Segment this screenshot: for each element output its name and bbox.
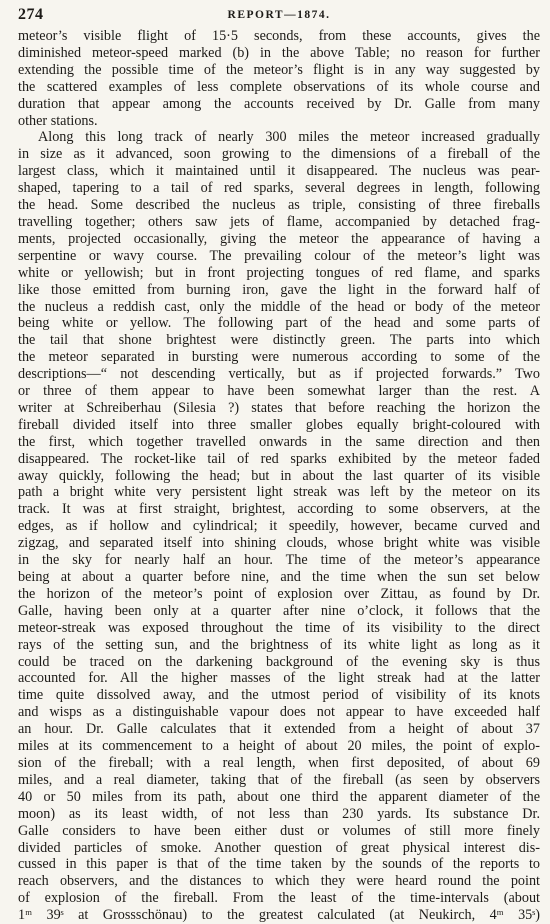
text-line: extending the possible time of the meteor’s flight is in any way suggested by (18, 61, 540, 78)
text-line: duration that appear among the accounts received by Dr. Galle from many (18, 95, 540, 112)
text-line: divided particles of smoke. Another question of great physical interest dis- (18, 839, 540, 856)
text-line: the first, which together travelled onwards in the same direction and then (18, 433, 540, 450)
text-line: writer at Schreiberhau (Silesia ?) states that before reaching the horizon the (18, 399, 540, 416)
text-line: or three of them appear to have been somewhat larger than the rest. A (18, 383, 540, 400)
text-line: moon) as its least width, of not less than 230 yards. Its substance Dr. (18, 805, 540, 822)
text-line: the tail that shone brightest were distinctly green. The parts into which (18, 332, 540, 349)
text-line: accounted for. All the higher masses of the light streak had at the latter (18, 670, 540, 687)
text-line: the horizon of the meteor’s point of explosion over Zittau, as found by Dr. (18, 585, 540, 602)
text-line: shaped, tapering to a tail of red sparks, several degrees in length, following (18, 180, 540, 197)
text-line: Galle, having been only at a quarter after nine o’clock, it follows that the (18, 602, 540, 619)
text-line: Galle considers to have been either dust or volumes of still more finely (18, 822, 540, 839)
text-line: 40 or 50 miles from its path, about one third the apparent diameter of the (18, 788, 540, 805)
text-line: miles, and a real diameter, taking that of the fireball (as seen by observers (18, 771, 540, 788)
text-line: serpentine or wavy course. The prevailing colour of the meteor’s light was (18, 247, 540, 264)
text-line: Along this long track of nearly 300 miles the meteor increased gradually (38, 129, 540, 146)
text-line: rays of the setting sun, and the brightness of its white light as long as it (18, 636, 540, 653)
text-line: the scattered examples of less complete observations of its whole course and (18, 78, 540, 95)
paragraph-1 (18, 28, 540, 129)
text-line: meteor’s visible flight of 15·5 seconds, from these accounts, gives the (18, 28, 540, 44)
text-line: ments, projected occasionally, giving the meteor the appearance of having a (18, 230, 540, 247)
text-line: fireball divided itself into three smaller globes equally bright-coloured with (18, 416, 540, 433)
text-line: sion of the fireball; with a real length, when first deposited, of about 69 (18, 754, 540, 771)
text-line: the nucleus a reddish cast, only the middle of the head or body of the meteor (18, 298, 540, 315)
text-line: zigzag, and separated itself into shining clouds, whose bright white was visible (18, 535, 540, 552)
text-line: in size as it advanced, soon growing to the dimensions of a fireball of the (18, 146, 540, 163)
page-header (18, 6, 540, 28)
text-line: like those emitted from burning iron, gave the light in the forward half of (18, 281, 540, 298)
body-text (18, 28, 540, 924)
text-line: white or yellowish; but in front projecting tongues of red flame, and sparks (18, 264, 540, 281)
text-line: being at about a quarter before nine, and the time when the sun set below (18, 569, 540, 585)
text-line: being white or yellow. The following part of the head and some parts of (18, 315, 540, 332)
text-line: descriptions—“ not descending vertically, but as if projected forwards.” Two (18, 366, 540, 383)
text-line: an hour. Dr. Galle calculates that it extended from a height of about 37 (18, 721, 540, 738)
text-line: miles at its commencement to a height of about 20 miles, the point of explo- (18, 738, 540, 755)
text-line: could be traced on the darkening background of the evening sky is thus (18, 653, 540, 670)
text-line: time quite dissolved away, and the utmost period of visibility of its knots (18, 687, 540, 704)
text-line: of explosion of the fireball. From the least of the time-intervals (about (18, 890, 540, 907)
text-line: reach observers, and the distances to which they were heard round the point (18, 873, 540, 890)
page-number: 274 (18, 6, 44, 23)
text-line: in the sky for nearly half an hour. The time of the meteor’s appearance (18, 552, 540, 569)
text-line: path a bright white very persistent light streak was left by the meteor on its (18, 484, 540, 501)
text-line: the head. Some described the nucleus as triple, consisting of three fireballs (18, 197, 540, 214)
text-line: other stations. (18, 112, 98, 129)
text-line: edges, as if hollow and cylindrical; it speedily, however, became curved and (18, 518, 540, 535)
text-line: cussed in this paper is that of the time taken by the sounds of the reports to (18, 856, 540, 873)
text-line: and wisps as a distinguishable vapour does not appear to have exceeded half (18, 704, 540, 721)
text-line: track. It was at first straight, brightest, according to some observers, at the (18, 501, 540, 518)
text-line: meteor-streak was exposed throughout the time of its visibility to the direct (18, 619, 540, 636)
text-line: largest class, which it maintained until it disappeared. The nucleus was pear- (18, 163, 540, 180)
paragraph-2 (18, 129, 540, 924)
text-line: disappeared. The rocket-like tail of red sparks exhibited by the meteor faded (18, 450, 540, 467)
text-line: travelling together; others saw jets of flame, accompanied by detached frag- (18, 213, 540, 230)
text-line: away quickly, following the head; but in about the last quarter of its visible (18, 467, 540, 484)
text-line: 1ᵐ 39ˢ at Grossschönau) to the greatest calculated (at Neukirch, 4ᵐ 35ˢ) (18, 907, 540, 924)
text-line: the meteor separated in bursting were numerous according to some of the (18, 349, 540, 366)
text-line: diminished meteor-speed marked (b) in the above Table; no reason for further (18, 44, 540, 61)
running-head: REPORT—1874. (227, 9, 331, 21)
